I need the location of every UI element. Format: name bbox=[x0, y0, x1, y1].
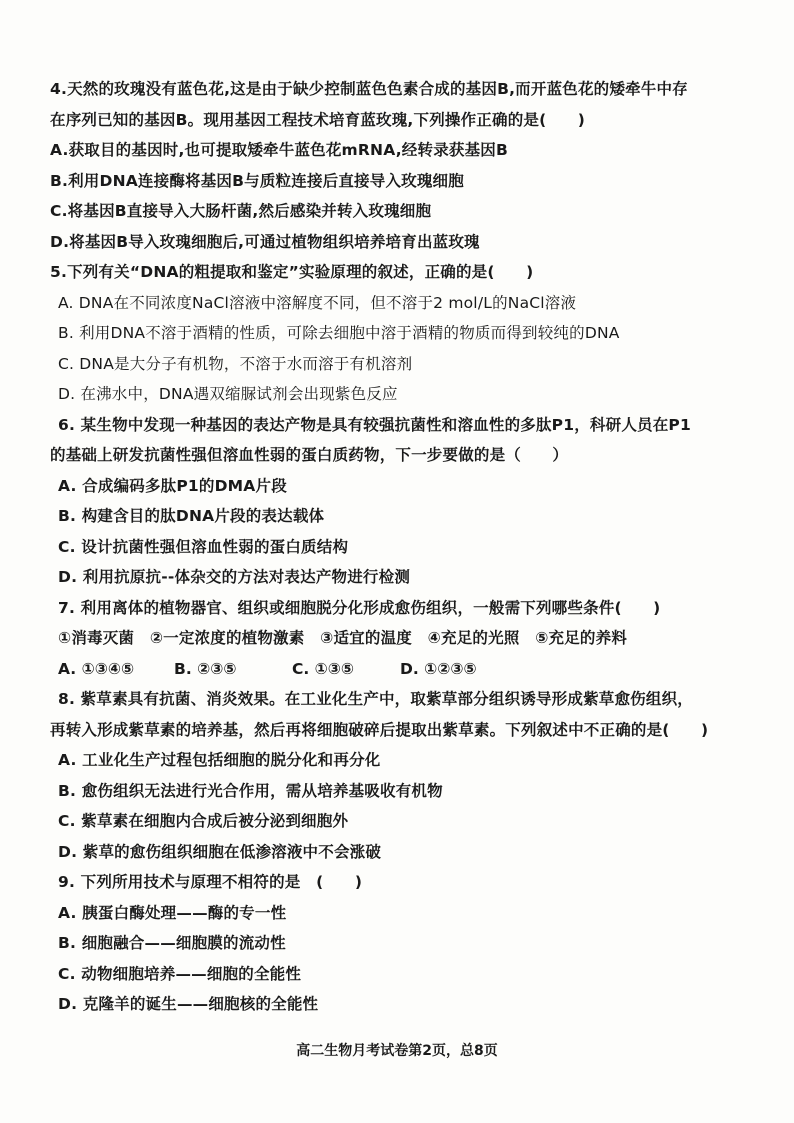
option-d: D. 紫草的愈伤组织细胞在低渗溶液中不会涨破 bbox=[58, 842, 382, 861]
option-a: A. 胰蛋白酶处理——酶的专一性 bbox=[58, 903, 287, 922]
question-list bbox=[50, 74, 750, 1020]
question-7 bbox=[50, 593, 750, 685]
option-b: B. 细胞融合——细胞膜的流动性 bbox=[58, 934, 286, 952]
option-a: A. ①③④⑤ bbox=[58, 659, 135, 678]
condition-list: ①消毒灭菌 ②一定浓度的植物激素 ③适宜的温度 ④充足的光照 ⑤充足的养料 bbox=[58, 629, 628, 647]
question-9 bbox=[50, 867, 750, 1020]
option-b: B. 利用DNA不溶于酒精的性质，可除去细胞中溶于酒精的物质而得到较纯的DNA bbox=[58, 324, 620, 342]
option-b: B. ②③⑤ bbox=[174, 659, 237, 678]
option-d: D. 在沸水中，DNA遇双缩脲试剂会出现紫色反应 bbox=[58, 385, 398, 403]
option-c: C.将基因B直接导入大肠杆菌,然后感染并转入玫瑰细胞 bbox=[50, 202, 432, 220]
option-c: C. ①③⑤ bbox=[292, 659, 355, 678]
option-b: B. 构建含目的肽DNA片段的表达载体 bbox=[58, 507, 325, 525]
question-stem: 在序列已知的基因B。现用基因工程技术培育蓝玫瑰,下列操作正确的是( ) bbox=[50, 110, 586, 129]
question-4 bbox=[50, 74, 750, 257]
question-6 bbox=[50, 410, 750, 593]
question-stem: 9. 下列所用技术与原理不相符的是 ( ) bbox=[58, 873, 363, 891]
option-d: D. 利用抗原抗--体杂交的方法对表达产物进行检测 bbox=[58, 568, 411, 586]
option-b: B.利用DNA连接酶将基因B与质粒连接后直接导入玫瑰细胞 bbox=[50, 171, 464, 190]
option-c: C. 紫草素在细胞内合成后被分泌到细胞外 bbox=[58, 812, 349, 830]
option-a: A.获取目的基因时,也可提取矮牵牛蓝色花mRNA,经转录获基因B bbox=[50, 141, 509, 159]
option-c: C. 设计抗菌性强但溶血性弱的蛋白质结构 bbox=[58, 537, 349, 556]
option-b: B. 愈伤组织无法进行光合作用，需从培养基吸收有机物 bbox=[58, 781, 443, 800]
option-row bbox=[50, 654, 750, 685]
option-d: D. 克隆羊的诞生——细胞核的全能性 bbox=[58, 995, 319, 1013]
question-stem: 4.天然的玫瑰没有蓝色花,这是由于缺少控制蓝色色素合成的基因B,而开蓝色花的矮牵牛中存 bbox=[50, 80, 688, 98]
question-5 bbox=[50, 257, 750, 410]
question-8 bbox=[50, 684, 750, 867]
option-d: D. ①②③⑤ bbox=[400, 659, 477, 678]
question-stem: 5.下列有关“DNA的粗提取和鉴定”实验原理的叙述，正确的是( ) bbox=[50, 263, 534, 281]
option-d: D.将基因B导入玫瑰细胞后,可通过植物组织培养培育出蓝玫瑰 bbox=[50, 232, 480, 251]
question-stem: 的基础上研发抗菌性强但溶血性弱的蛋白质药物，下一步要做的是（ ） bbox=[50, 446, 569, 464]
option-c: C. DNA是大分子有机物，不溶于水而溶于有机溶剂 bbox=[58, 354, 413, 373]
question-stem: 6. 某生物中发现一种基因的表达产物是具有较强抗菌性和溶血性的多肽P1，科研人员在P1 bbox=[58, 415, 691, 434]
option-a: A. 合成编码多肽P1的DMA片段 bbox=[58, 476, 287, 495]
question-stem: 再转入形成紫草素的培养基，然后再将细胞破碎后提取出紫草素。下列叙述中不正确的是( ) bbox=[50, 720, 709, 739]
question-stem: 7. 利用离体的植物器官、组织或细胞脱分化形成愈伤组织，一般需下列哪些条件( ) bbox=[58, 598, 661, 617]
option-a: A. 工业化生产过程包括细胞的脱分化和再分化 bbox=[58, 751, 381, 769]
question-stem: 8. 紫草素具有抗菌、消炎效果。在工业化生产中，取紫草部分组织诱导形成紫草愈伤组织， bbox=[58, 690, 693, 708]
option-c: C. 动物细胞培养——细胞的全能性 bbox=[58, 964, 302, 983]
option-a: A. DNA在不同浓度NaCl溶液中溶解度不同，但不溶于2 mol/L的NaCl溶液 bbox=[58, 293, 577, 312]
page-footer: 高二生物月考试卷第2页，总8页 bbox=[296, 1043, 498, 1059]
